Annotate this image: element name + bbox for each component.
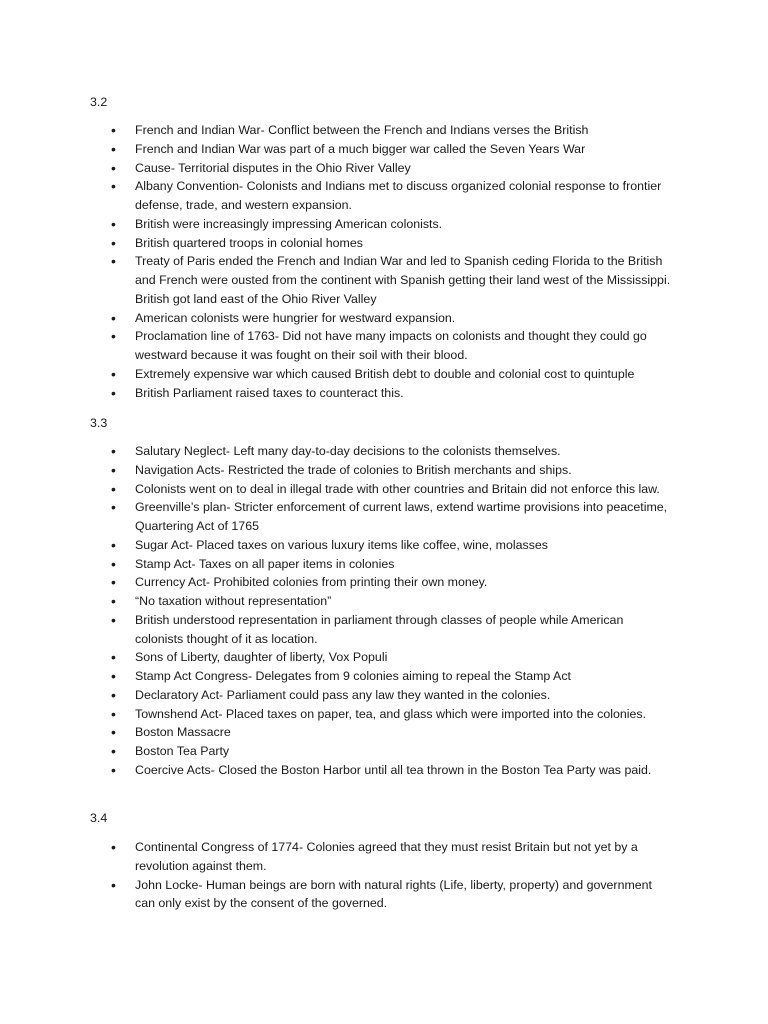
list-item: • Continental Congress of 1774- Colonies agreed that they must resist Britain but not yet by a revolution against them.: [0, 838, 768, 876]
list-item: • Currency Act- Prohibited colonies from printing their own money.: [0, 573, 768, 592]
list-item: • British Parliament raised taxes to counteract this.: [0, 384, 768, 403]
list-item: • Coercive Acts- Closed the Boston Harbor until all tea thrown in the Boston Tea Party was paid.: [0, 761, 768, 780]
list-item: • Boston Tea Party: [0, 742, 768, 761]
section-heading: 3.2: [90, 95, 108, 109]
list-item: • Declaratory Act- Parliament could pass any law they wanted in the colonies.: [0, 686, 768, 705]
bullet-list: [0, 838, 768, 913]
list-item: • British quartered troops in colonial homes: [0, 234, 768, 253]
list-item: • American colonists were hungrier for westward expansion.: [0, 309, 768, 328]
list-item: • Greenville’s plan- Stricter enforcement of current laws, extend wartime provisions into peacetime, Quartering Act of 1765: [0, 498, 768, 536]
list-item: • British were increasingly impressing American colonists.: [0, 215, 768, 234]
list-item: • British understood representation in parliament through classes of people while American colonists thought of it as location.: [0, 611, 768, 649]
list-item: • Boston Massacre: [0, 723, 768, 742]
section-heading: 3.3: [90, 416, 108, 430]
list-item: • Townshend Act- Placed taxes on paper, tea, and glass which were imported into the colonies.: [0, 705, 768, 724]
list-item: • Stamp Act- Taxes on all paper items in colonies: [0, 555, 768, 574]
list-item: • French and Indian War was part of a much bigger war called the Seven Years War: [0, 140, 768, 159]
list-item: • Sons of Liberty, daughter of liberty, Vox Populi: [0, 648, 768, 667]
list-item: • Sugar Act- Placed taxes on various luxury items like coffee, wine, molasses: [0, 536, 768, 555]
list-item: • Colonists went on to deal in illegal trade with other countries and Britain did not enforce this law.: [0, 480, 768, 499]
list-item: • “No taxation without representation”: [0, 592, 768, 611]
list-item: • Extremely expensive war which caused British debt to double and colonial cost to quintuple: [0, 365, 768, 384]
list-item: • Cause- Territorial disputes in the Ohio River Valley: [0, 159, 768, 178]
list-item: • French and Indian War- Conflict between the French and Indians verses the British: [0, 121, 768, 140]
bullet-list: [0, 442, 768, 780]
section-heading: 3.4: [90, 811, 108, 825]
bullet-list: [0, 121, 768, 402]
list-item: • Treaty of Paris ended the French and Indian War and led to Spanish ceding Florida to the British and French were ousted from the continent with Spanish getting their land west of the Mississippi. British got land east of the Ohio River Valley: [0, 252, 768, 308]
list-item: • Proclamation line of 1763- Did not have many impacts on colonists and thought they could go westward because it was fought on their soil with their blood.: [0, 327, 768, 365]
list-item: • Stamp Act Congress- Delegates from 9 colonies aiming to repeal the Stamp Act: [0, 667, 768, 686]
list-item: • John Locke- Human beings are born with natural rights (Life, liberty, property) and government can only exist by the consent of the governed.: [0, 876, 768, 914]
list-item: • Salutary Neglect- Left many day-to-day decisions to the colonists themselves.: [0, 442, 768, 461]
list-item: • Albany Convention- Colonists and Indians met to discuss organized colonial response to frontier defense, trade, and western expansion.: [0, 177, 768, 215]
list-item: • Navigation Acts- Restricted the trade of colonies to British merchants and ships.: [0, 461, 768, 480]
